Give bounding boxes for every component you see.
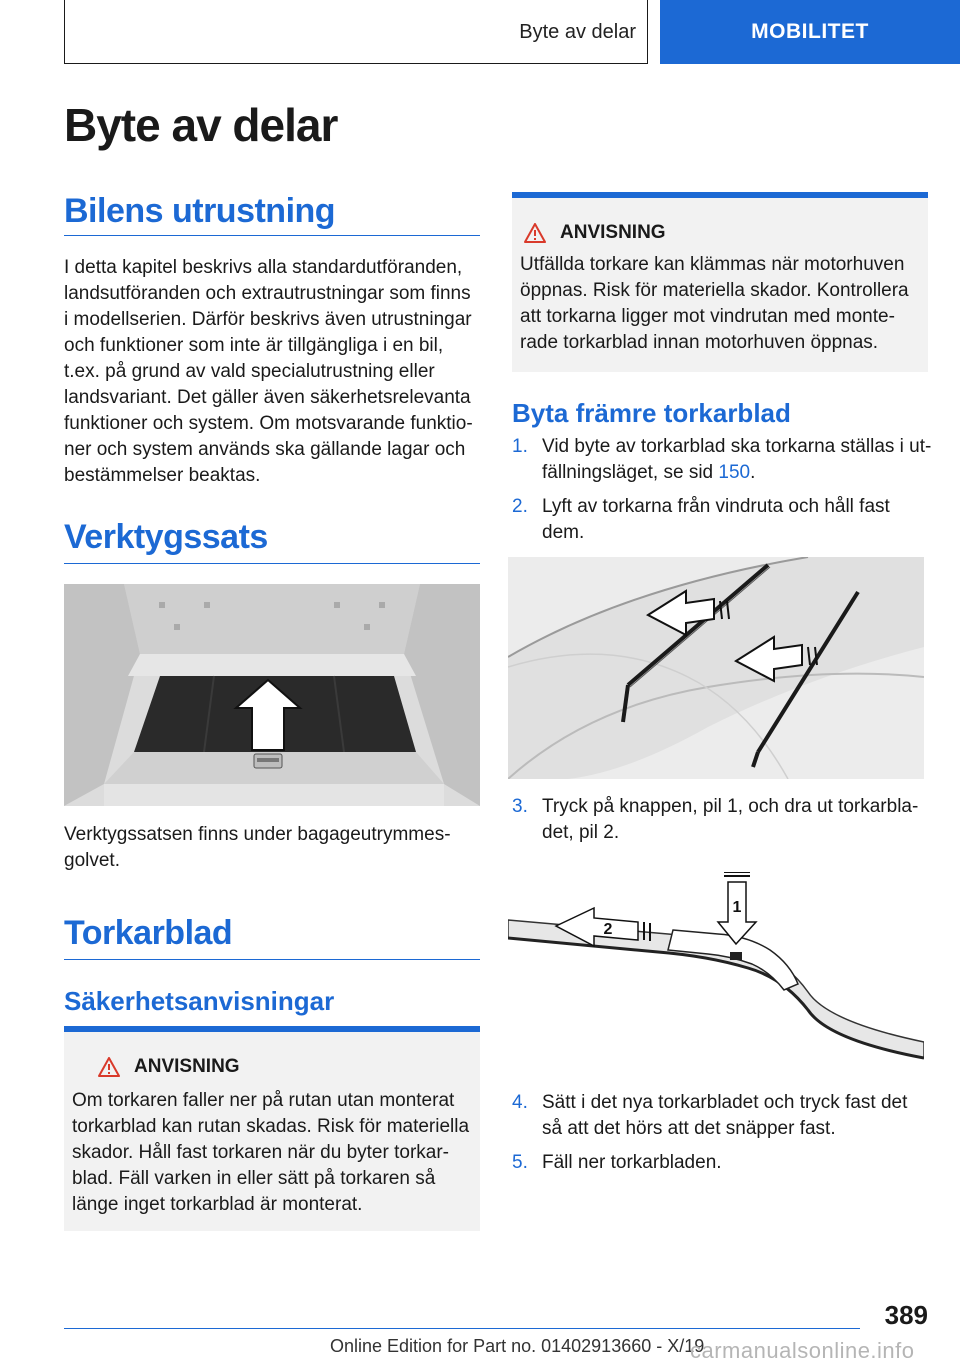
steps-list [512, 1090, 932, 1176]
warning-header [524, 222, 666, 244]
list-item: 3. Tryck på knappen, pil 1, och dra ut torkarbla‐ det, pil 2. [512, 796, 919, 843]
warning-text: Utfällda torkare kan klämmas när motorhuven öppnas. Risk för materiella skador. Kontrollera att torkarna ligger mot vindrutan med monte‐ rade torkarblad innan motorhuven öppnas. [520, 254, 909, 353]
page-number: 389 [884, 1300, 928, 1330]
warning-box [512, 198, 928, 372]
list-item: 1. Vid byte av torkarblad ska torkarna ställas i ut‐ fällningsläget, se sid 150. [512, 436, 932, 483]
heading-equipment: Bilens utrustning [64, 192, 336, 230]
page-title: Byte av delar [64, 99, 338, 151]
list-item: 5. Fäll ner torkarbladen. [512, 1152, 722, 1173]
heading-wipers: Torkarblad [64, 914, 233, 952]
footer-rule [64, 1328, 860, 1329]
steps-list [512, 434, 932, 546]
warning-triangle-icon [98, 1057, 120, 1077]
steps-list [512, 794, 932, 846]
heading-rule [64, 563, 480, 564]
warning-title: ANVISNING [134, 1056, 240, 1077]
windshield-wipers-figure [508, 557, 924, 779]
page-link[interactable]: 150 [718, 462, 751, 483]
arrow-label-2: 2 [603, 921, 613, 938]
warning-header [98, 1056, 240, 1078]
arrow-label-1: 1 [732, 899, 742, 916]
warning-text: Om torkaren faller ner på rutan utan monterat torkarblad kan rutan skadas. Risk för materiella skador. Håll fast torkaren när du byter torkar‐ blad. Fäll varken in eller sätt på torkaren så länge inget torkarblad är monterat. [72, 1090, 470, 1215]
edition-note: Online Edition for Part no. 01402913660 - X/19 [330, 1336, 705, 1356]
header-chapter-tab[interactable]: MOBILITET [660, 0, 960, 64]
list-item: 2. Lyft av torkarna från vindruta och håll fast dem. [512, 496, 890, 543]
warning-title: ANVISNING [560, 222, 666, 243]
header-section-title: Byte av delar [519, 20, 636, 43]
list-item: 4. Sätt i det nya torkarbladet och tryck fast det så att det hörs att det snäpper fast. [512, 1092, 908, 1139]
heading-front-wipers: Byta främre torkarblad [512, 398, 791, 428]
warning-box [64, 1032, 480, 1231]
heading-toolkit: Verktygssats [64, 518, 268, 556]
trunk-toolkit-figure [64, 584, 480, 806]
warning-triangle-icon [524, 223, 546, 243]
equipment-paragraph: I detta kapitel beskrivs alla standardutföranden, landsutföranden och extrautrustningar som finns i modellserien. Därför beskrivs även utrustningar och funktioner som inte är tillgängliga i en bil, t.ex. på grund av vald specialutrustning eller landsvariant. Det gäller även säkerhetsrelevanta funktioner och system. Om motsvarande funktio‐ ner och system används ska gällande lagar och bestämmelser beaktas. [64, 257, 473, 486]
heading-rule [64, 235, 480, 236]
heading-rule [64, 959, 480, 960]
heading-safety: Säkerhetsanvisningar [64, 986, 335, 1016]
watermark: carmanualsonline.info [690, 1338, 915, 1363]
toolkit-paragraph: Verktygssatsen finns under bagageutrymmes‐ golvet. [64, 824, 451, 871]
wiper-blade-detail-figure [508, 872, 924, 1072]
